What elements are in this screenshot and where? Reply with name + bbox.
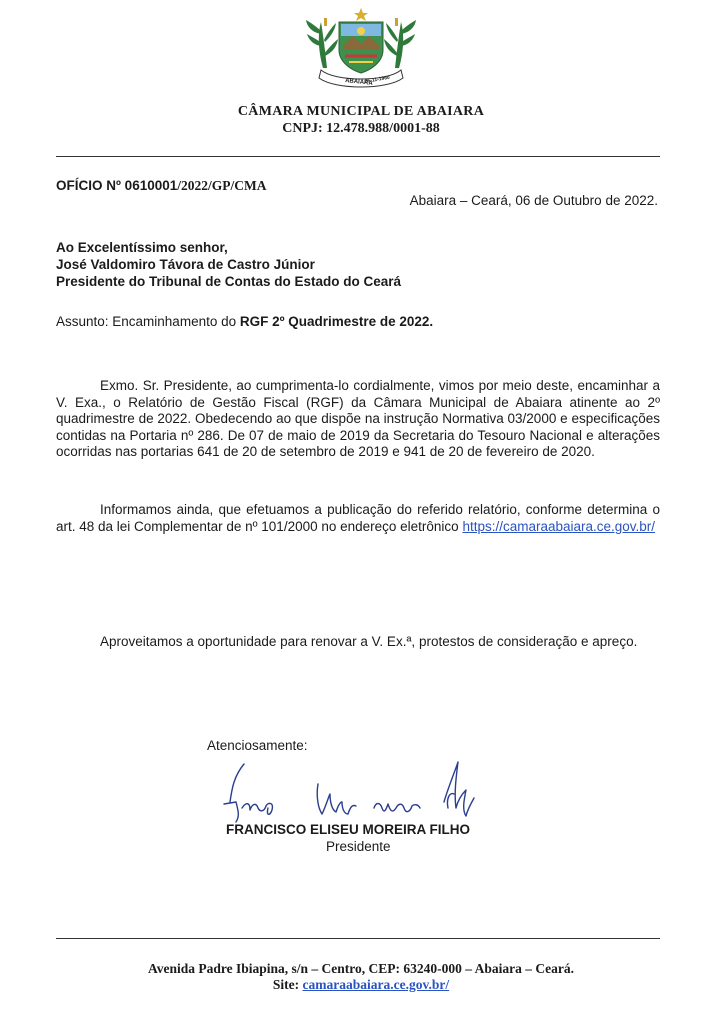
addressee-salutation: Ao Excelentíssimo senhor,: [56, 240, 228, 255]
body-paragraph-2: [56, 502, 660, 535]
footer-address: Avenida Padre Ibiapina, s/n – Centro, CEP: 63240-000 – Abaiara – Ceará.: [147, 961, 574, 976]
crest-date: 25-11-1960: [364, 74, 391, 85]
footer-site-link[interactable]: camaraabaiara.ce.gov.br/: [302, 977, 450, 992]
footer-site-label: Site:: [272, 977, 303, 992]
footer-site: [0, 977, 722, 993]
oficio-suffix: /2022/GP/CMA: [177, 178, 267, 193]
body-paragraph-3: [56, 634, 660, 651]
signer-name: FRANCISCO ELISEU MOREIRA FILHO: [226, 822, 471, 837]
oficio-number: OFÍCIO Nº 0610001: [56, 178, 178, 193]
organization-cnpj: CNPJ: 12.478.988/0001-88: [282, 121, 440, 136]
body-paragraph-3-text: Aproveitamos a oportunidade para renovar a V. Ex.ª, protestos de consideração e apreço.: [100, 634, 638, 649]
header-divider: [56, 156, 660, 157]
subject-line: [56, 314, 433, 329]
body-paragraph-1-text: Exmo. Sr. Presidente, ao cumprimenta-lo cordialmente, vimos por meio deste, encaminhar a V. Exa., o Relatório de Gestão Fiscal (RGF) da Câmara Municipal de Abaiara atinente ao 2º quadrimestre de 2022. Obedecendo ao que dispõe na instrução Normativa 03/2000 e especificações contidas na Portaria nº 286. De 07 de maio de 2019 da Secretaria do Tesouro Nacional e alterações ocorridas nas portarias 641 de 20 de setembro de 2019 e 941 de 20 de fevereiro de 2020.: [56, 378, 660, 460]
footer-divider: [56, 938, 660, 939]
subject-value: RGF 2º Quadrimestre de 2022.: [239, 314, 434, 329]
body-paragraph-1: [56, 378, 660, 461]
closing-salutation: Atenciosamente:: [207, 738, 308, 753]
organization-name: CÂMARA MUNICIPAL DE ABAIARA: [237, 104, 485, 119]
addressee-title: Presidente do Tribunal de Contas do Estado do Ceará: [56, 274, 402, 289]
coat-of-arms-icon: [305, 6, 417, 96]
website-link[interactable]: https://camaraabaiara.ce.gov.br/: [462, 518, 656, 534]
signer-role: Presidente: [326, 839, 391, 854]
crest-text: ABAIARA: [344, 78, 373, 87]
addressee-name: José Valdomiro Távora de Castro Júnior: [56, 257, 315, 272]
handwritten-signature: [222, 758, 484, 828]
oficio-reference: [56, 178, 267, 194]
subject-label: Assunto: Encaminhamento do: [56, 314, 240, 329]
place-and-date: Abaiara – Ceará, 06 de Outubro de 2022.: [409, 193, 658, 208]
body-paragraph-2-text: Informamos ainda, que efetuamos a publicação do referido relatório, conforme determina o art. 48 da lei Complementar de nº 101/2000 no endereço eletrônico: [56, 502, 660, 534]
